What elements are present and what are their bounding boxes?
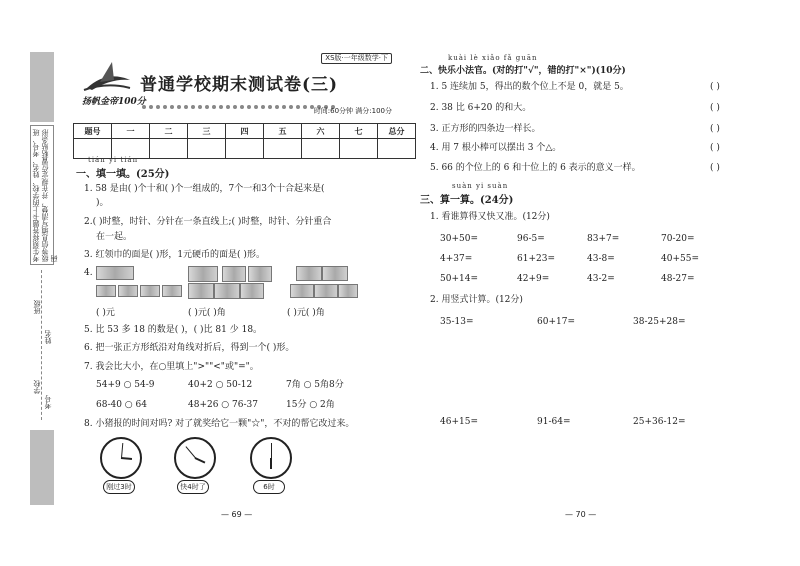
score-header: 一 bbox=[112, 124, 150, 139]
q2-line2: 在一起。 bbox=[96, 232, 133, 242]
q6: 6. 把一张正方形纸沿对角线对折后，得到一个( )形。 bbox=[84, 343, 295, 353]
oral-calc: 43-8= bbox=[587, 254, 615, 264]
q5: 5. 比 53 多 18 的数是( )，( )比 81 少 18。 bbox=[84, 325, 263, 335]
banknote-icon bbox=[96, 285, 116, 297]
score-header: 五 bbox=[264, 124, 302, 139]
page-number-right: — 70 — bbox=[565, 510, 597, 519]
banknote-icon bbox=[96, 266, 134, 280]
score-header: 六 bbox=[302, 124, 340, 139]
judge-blank[interactable]: ( ) bbox=[710, 163, 720, 173]
judge-blank[interactable]: ( ) bbox=[710, 82, 720, 92]
banknote-icon bbox=[338, 284, 358, 298]
name-label: 姓名 bbox=[44, 330, 52, 344]
banknote-icon bbox=[290, 284, 314, 298]
clock-caption: 快4时了 bbox=[177, 480, 209, 494]
s2-item-5: 5. 66 的个位上的 6 和十位上的 6 表示的意义一样。 bbox=[430, 163, 641, 173]
banknote-icon bbox=[188, 266, 218, 282]
s2-item-2: 2. 38 比 6+20 的和大。 bbox=[430, 103, 532, 113]
clock-caption: 6时 bbox=[253, 480, 285, 494]
score-cell[interactable] bbox=[340, 139, 378, 159]
q4-label: 4. bbox=[84, 268, 93, 278]
grade-badge: XS版·一年级数学·下 bbox=[321, 53, 392, 64]
q7-r2c2: 48+26 ○ 76-37 bbox=[188, 400, 258, 410]
page-title: 普通学校期末测试卷(三) bbox=[140, 75, 339, 95]
score-header: 四 bbox=[226, 124, 264, 139]
section2-pinyin: kuài lè xiǎo fǎ guān bbox=[448, 54, 538, 62]
banknote-icon bbox=[140, 285, 160, 297]
header bbox=[82, 54, 392, 120]
oral-calc: 61+23= bbox=[517, 254, 555, 264]
oral-calc: 50+14= bbox=[440, 274, 478, 284]
written-calc: 60+17= bbox=[537, 317, 575, 327]
q7-r1c3: 7角 ○ 5角8分 bbox=[286, 380, 344, 390]
q7-r2c1: 68-40 ○ 64 bbox=[96, 400, 147, 410]
q8: 8. 小猪报的时间对吗? 对了就奖给它一颗"☆"，不对的帮它改过来。 bbox=[84, 419, 355, 429]
clock-caption: 刚过3时 bbox=[103, 480, 135, 494]
score-header: 二 bbox=[150, 124, 188, 139]
judge-blank[interactable]: ( ) bbox=[710, 143, 720, 153]
q4-answer-1: ( )元 bbox=[96, 308, 115, 318]
oral-calc: 4+37= bbox=[440, 254, 473, 264]
score-cell[interactable] bbox=[226, 139, 264, 159]
clock-icon bbox=[250, 437, 292, 479]
oral-calc: 96-5= bbox=[517, 234, 545, 244]
page-number-left: — 69 — bbox=[221, 510, 253, 519]
s3-sub1: 1. 看谁算得又快又准。(12分) bbox=[430, 212, 550, 222]
score-cell[interactable] bbox=[302, 139, 340, 159]
banknote-icon bbox=[240, 283, 264, 299]
written-calc: 25+36-12= bbox=[633, 417, 686, 427]
banknote-icon bbox=[188, 283, 214, 299]
section2-title: 二、快乐小法官。(对的打"√"，错的打"×")(10分) bbox=[420, 66, 626, 76]
section1-title: 一、填一填。(25分) bbox=[76, 169, 170, 180]
judge-blank[interactable]: ( ) bbox=[710, 124, 720, 134]
score-header: 三 bbox=[188, 124, 226, 139]
score-cell[interactable] bbox=[150, 139, 188, 159]
score-cell[interactable] bbox=[378, 139, 416, 159]
q7-r1c1: 54+9 ○ 54-9 bbox=[96, 380, 155, 390]
strip-gray-block bbox=[30, 52, 54, 122]
banknote-icon bbox=[322, 266, 348, 281]
strip-notice-box bbox=[30, 125, 58, 265]
oral-calc: 30+50= bbox=[440, 234, 478, 244]
section3-title: 三、算一算。(24分) bbox=[420, 195, 514, 206]
score-cell[interactable] bbox=[264, 139, 302, 159]
school-label: 学校 bbox=[33, 380, 41, 394]
clock-icon bbox=[174, 437, 216, 479]
q3: 3. 红领巾的面是( )形，1元硬币的面是( )形。 bbox=[84, 250, 265, 260]
banknote-icon bbox=[314, 284, 338, 298]
oral-calc: 70-20= bbox=[661, 234, 695, 244]
q7-r1c2: 40+2 ○ 50-12 bbox=[188, 380, 253, 390]
oral-calc: 48-27= bbox=[661, 274, 695, 284]
oral-calc: 40+55= bbox=[661, 254, 699, 264]
strip-gray-block-bottom bbox=[30, 430, 54, 505]
score-header: 总分 bbox=[378, 124, 416, 139]
banknote-icon bbox=[222, 266, 246, 282]
time-score: 时间:60分钟 满分:100分 bbox=[313, 107, 392, 115]
s2-item-1: 1. 5 连续加 5，得出的数个位上不是 0，就是 5。 bbox=[430, 82, 629, 92]
s2-item-3: 3. 正方形的四条边一样长。 bbox=[430, 124, 541, 134]
q7: 7. 我会比大小，在○里填上">""<"或"="。 bbox=[84, 362, 259, 372]
sail-logo-icon bbox=[82, 60, 132, 92]
banknote-icon bbox=[248, 266, 272, 282]
clock-icon bbox=[100, 437, 142, 479]
strip-notice: 考生须将答题卡上的学校、姓名、考号、班级等信息填写清楚，并在规定位置粘贴条形码 bbox=[32, 129, 58, 262]
oral-calc: 42+9= bbox=[517, 274, 550, 284]
cut-line bbox=[41, 270, 43, 420]
score-cell[interactable] bbox=[188, 139, 226, 159]
written-calc: 35-13= bbox=[440, 317, 474, 327]
s2-item-4: 4. 用 7 根小棒可以摆出 3 个△。 bbox=[430, 143, 562, 153]
banknote-icon bbox=[118, 285, 138, 297]
q7-r2c3: 15分 ○ 2角 bbox=[286, 400, 335, 410]
q1-line1: 1. 58 是由( )个十和( )个一组成的，7个一和3个十合起来是( bbox=[84, 184, 325, 194]
class-label: 班级 bbox=[33, 300, 41, 314]
number-label: 考号 bbox=[44, 395, 52, 409]
written-calc: 38-25+28= bbox=[633, 317, 686, 327]
banknote-icon bbox=[296, 266, 322, 281]
q1-line2: )。 bbox=[96, 198, 109, 208]
s3-sub2: 2. 用竖式计算。(12分) bbox=[430, 295, 523, 305]
brand-name: 扬帆金帝100分 bbox=[82, 97, 146, 107]
score-header: 七 bbox=[340, 124, 378, 139]
banknote-icon bbox=[162, 285, 182, 297]
q4-answer-2: ( )元( )角 bbox=[188, 308, 226, 318]
written-calc: 91-64= bbox=[537, 417, 571, 427]
oral-calc: 43-2= bbox=[587, 274, 615, 284]
score-header: 题号 bbox=[74, 124, 112, 139]
banknote-icon bbox=[214, 283, 240, 299]
oral-calc: 83+7= bbox=[587, 234, 620, 244]
section3-pinyin: suàn yi suàn bbox=[452, 182, 509, 190]
dot-divider bbox=[142, 94, 338, 113]
judge-blank[interactable]: ( ) bbox=[710, 103, 720, 113]
q2-line1: 2.( )时整，时针、分针在一条直线上;( )时整，时针、分针重合 bbox=[84, 217, 332, 227]
score-table bbox=[73, 123, 416, 159]
q4-answer-3: ( )元( )角 bbox=[287, 308, 325, 318]
written-calc: 46+15= bbox=[440, 417, 478, 427]
section1-pinyin: tián yi tián bbox=[88, 156, 139, 164]
